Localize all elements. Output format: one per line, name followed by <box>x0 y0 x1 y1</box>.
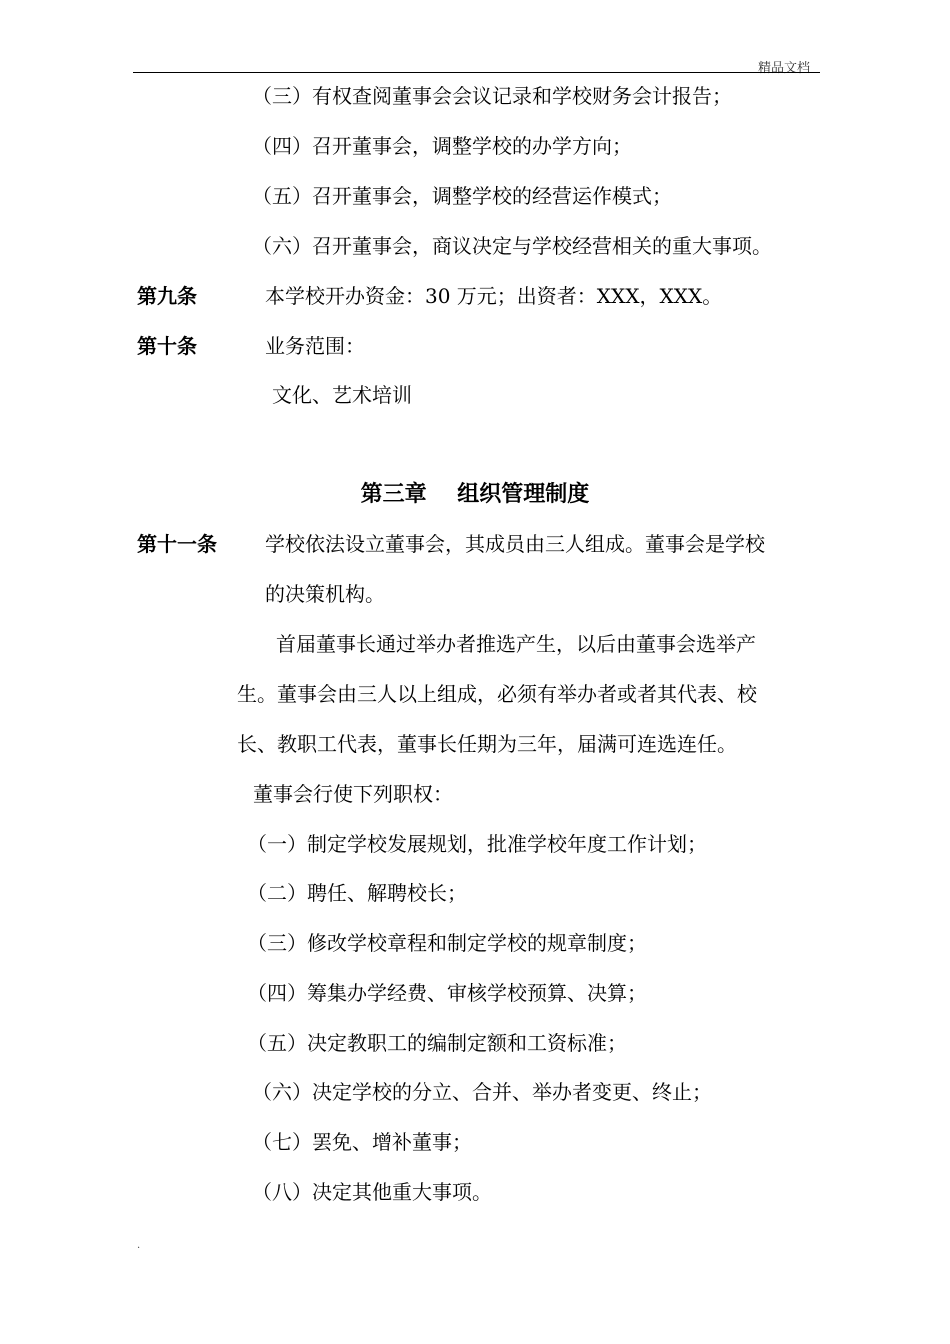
power-item-2: （二）聘任、解聘校长； <box>247 881 467 905</box>
power-item-3: （三）修改学校章程和制定学校的规章制度； <box>247 931 647 955</box>
power-item-8: （八）决定其他重大事项。 <box>252 1180 492 1204</box>
power-item-7: （七）罢免、增补董事； <box>252 1130 472 1154</box>
prev-item-6: （六）召开董事会，商议决定与学校经营相关的重大事项。 <box>252 234 772 258</box>
article-11-powers-intro: 董事会行使下列职权： <box>253 782 453 806</box>
power-item-1: （一）制定学校发展规划，批准学校年度工作计划； <box>247 832 707 856</box>
prev-item-3: （三）有权查阅董事会会议记录和学校财务会计报告； <box>252 84 732 108</box>
header-divider <box>133 72 820 73</box>
power-item-4: （四）筹集办学经费、审核学校预算、决算； <box>247 981 647 1005</box>
article-11-para2-line-3: 长、教职工代表，董事长任期为三年，届满可连选连任。 <box>237 732 737 756</box>
article-10-scope: 文化、艺术培训 <box>272 383 412 407</box>
power-item-5: （五）决定教职工的编制定额和工资标准； <box>247 1031 627 1055</box>
article-11-para2-line-1: 首届董事长通过举办者推选产生，以后由董事会选举产 <box>276 632 756 656</box>
article-11-line-2: 的决策机构。 <box>265 582 385 606</box>
article-9-label: 第九条 <box>137 284 197 308</box>
article-11-line-1: 学校依法设立董事会，其成员由三人组成。董事会是学校 <box>265 532 765 556</box>
header-label: 精品文档 <box>758 61 811 76</box>
footer-mark: . <box>137 1240 141 1251</box>
article-10-label: 第十条 <box>137 334 197 358</box>
article-11-label: 第十一条 <box>137 532 217 556</box>
chapter-title: 第三章 组织管理制度 <box>360 482 590 507</box>
power-item-6: （六）决定学校的分立、合并、举办者变更、终止； <box>252 1080 712 1104</box>
article-11-para2-line-2: 生。董事会由三人以上组成，必须有举办者或者其代表、校 <box>237 682 757 706</box>
article-9-text: 本学校开办资金：30 万元；出资者：XXX，XXX。 <box>265 284 723 308</box>
prev-item-4: （四）召开董事会，调整学校的办学方向； <box>252 134 632 158</box>
prev-item-5: （五）召开董事会，调整学校的经营运作模式； <box>252 184 672 208</box>
article-10-text: 业务范围： <box>265 334 365 358</box>
